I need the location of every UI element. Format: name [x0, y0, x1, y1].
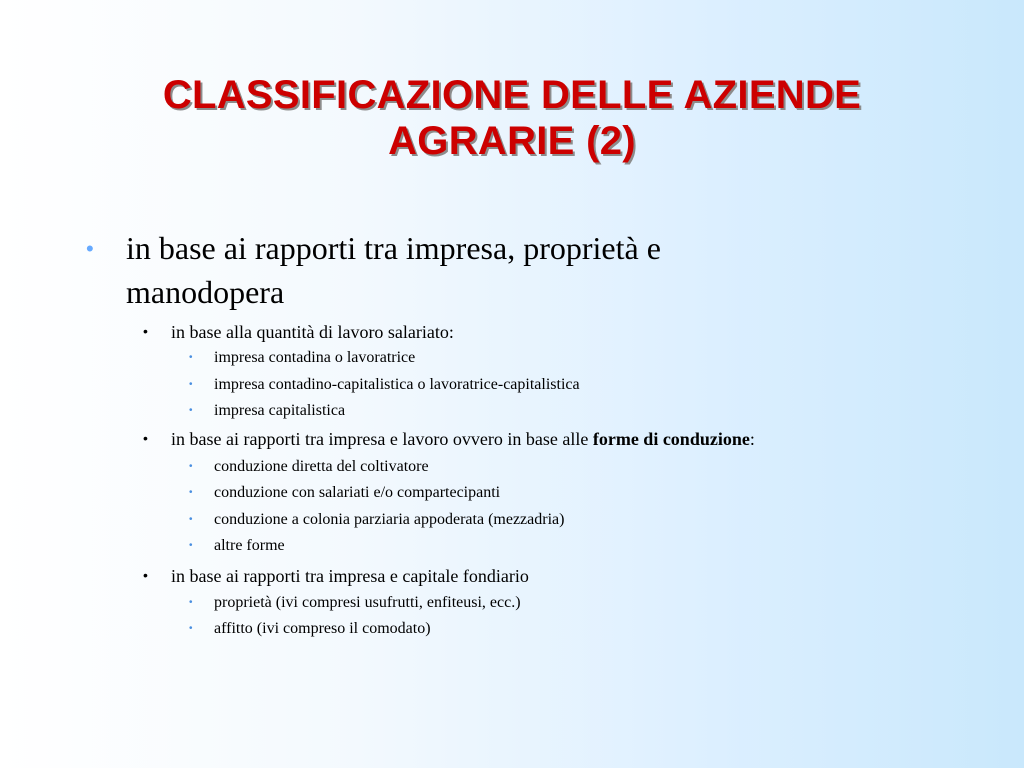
sub-item: impresa contadina o lavoratrice — [214, 349, 416, 366]
sub-item: conduzione a colonia parziaria appoderata (mezzadria) — [214, 511, 565, 528]
group-heading-salaried-labour: in base alla quantità di lavoro salariato: — [171, 322, 454, 342]
bullet-level2: • — [143, 567, 148, 583]
slide-title-line-2: AGRARIE (2) — [388, 119, 636, 163]
main-point-line-1: in base ai rapporti tra impresa, proprietà e — [126, 230, 661, 266]
bullet-level3: • — [189, 623, 193, 634]
bullet-level3: • — [189, 540, 193, 551]
main-point-line-2: manodopera — [126, 274, 285, 310]
sub-item: altre forme — [214, 537, 285, 554]
bullet-level3: • — [189, 352, 193, 363]
sub-item: affitto (ivi compreso il comodato) — [214, 620, 431, 637]
bullet-level3: • — [189, 514, 193, 525]
bullet-level2: • — [143, 323, 148, 339]
sub-item: conduzione con salariati e/o compartecipanti — [214, 484, 501, 501]
sub-item: impresa capitalistica — [214, 402, 346, 419]
group-heading-emphasis: forme di conduzione — [592, 429, 750, 449]
bullet-level2: • — [143, 430, 148, 446]
sub-item: proprietà (ivi compresi usufrutti, enfiteusi, ecc.) — [214, 594, 521, 611]
bullet-level3: • — [189, 461, 193, 472]
bullet-level3: • — [189, 379, 193, 390]
sub-item: impresa contadino-capitalistica o lavoratrice-capitalistica — [214, 376, 580, 393]
bullet-level1: • — [86, 236, 94, 261]
group-heading-management-forms — [171, 428, 755, 450]
slide-title-line-1: CLASSIFICAZIONE DELLE AZIENDE — [162, 73, 862, 117]
bullet-level3: • — [189, 487, 193, 498]
group-heading-text: in base ai rapporti tra impresa e lavoro ovvero in base alle — [171, 429, 593, 449]
bullet-level3: • — [189, 405, 193, 416]
sub-item: conduzione diretta del coltivatore — [214, 458, 429, 475]
bullet-level3: • — [189, 597, 193, 608]
group-heading-land-capital: in base ai rapporti tra impresa e capitale fondiario — [171, 566, 529, 586]
group-heading-colon: : — [749, 429, 755, 449]
